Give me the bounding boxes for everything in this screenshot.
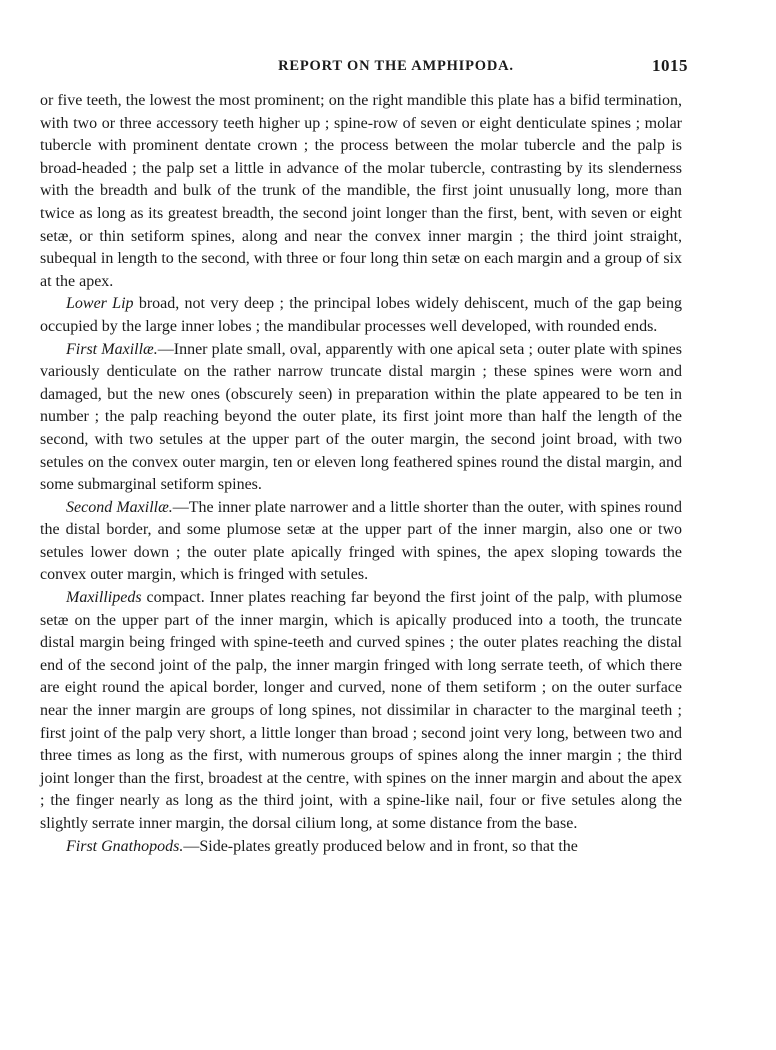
- paragraph-text: compact. Inner plates reaching far beyond the first joint of the palp, with plumose setæ on the upper part of the inner margin, which is apically produced into a tooth, the truncate distal margin being fringed with spine-teeth and curved spines ; the outer plates reaching the distal end of the second joint of the palp, the inner margin fringed with long serrate teeth, of which there are eight round the apical border, longer and curved, none of them setiform ; on the outer surface near the inner margin are groups of long spines, not dissimilar in character to the marginal teeth ; first joint of the palp very short, a little longer than broad ; second joint very long, between two and three times as long as the first, with numerous groups of spines along the inner margin ; the third joint longer than the first, broadest at the centre, with spines on the inner margin and about the apex ; the finger nearly as long as the third joint, with a spine-like nail, four or five setules along the slightly serrate inner margin, the dorsal cilium long, at some distance from the base.: [40, 589, 682, 832]
- paragraph-lower-lip: [40, 293, 682, 338]
- section-heading-first-gnathopods: First Gnathopods.: [66, 837, 184, 855]
- paragraph-second-maxillae: [40, 497, 682, 587]
- paragraph-text: or five teeth, the lowest the most prominent; on the right mandible this plate has a bifid termination, with two or three accessory teeth higher up ; spine-row of seven or eight denticulate spines ; molar tubercle with prominent dentate crown ; the process between the molar tubercle and the palp is broad-headed ; the palp set a little in advance of the molar tubercle, contrasting by its slenderness with the breadth and bulk of the trunk of the mandible, the first joint unusually long, more than twice as long as its greatest breadth, the second joint longer than the first, bent, with seven or eight setæ, or thin setiform spines, along and near the convex inner margin ; the third joint straight, subequal in length to the second, with three or four long thin setæ on each margin and a group of six at the apex.: [40, 92, 682, 290]
- section-heading-lower-lip: Lower Lip: [66, 295, 134, 313]
- paragraph-first-gnathopods: [40, 836, 682, 859]
- paragraph-first-maxillae: [40, 339, 682, 497]
- document-page: [40, 56, 688, 858]
- section-heading-first-maxillae: First Maxillæ.: [66, 340, 158, 358]
- section-heading-second-maxillae: Second Maxillæ.: [66, 498, 173, 516]
- paragraph-text: broad, not very deep ; the principal lobes widely dehiscent, much of the gap being occupied by the large inner lobes ; the mandibular processes well developed, with rounded ends.: [40, 295, 682, 335]
- paragraph-maxillipeds: [40, 587, 682, 836]
- running-head: [40, 56, 688, 82]
- paragraph-text: —Inner plate small, oval, apparently with one apical seta ; outer plate with spines variously denticulate on the rather narrow truncate distal margin ; these spines were worn and damaged, but the new ones (obscurely seen) in preparation within the plate appeared to be ten in number ; the palp reaching beyond the outer plate, its first joint more than half the length of the second, with two setules at the upper part of the outer margin, the second joint broad, with two setules on the convex outer margin, ten or eleven long feathered spines round the distal margin, and some submarginal setiform spines.: [40, 340, 683, 494]
- paragraph-text: —Side-plates greatly produced below and in front, so that the: [183, 837, 578, 855]
- paragraph-text: —The inner plate narrower and a little shorter than the outer, with spines round the distal border, and some plumose setæ at the upper part of the inner margin, also one or two setules lower down ; the outer plate apically fringed with spines, the apex sloping towards the convex outer margin, which is fringed with setules.: [40, 498, 682, 584]
- paragraph-mandible-continued: [40, 90, 682, 293]
- body-text: [40, 90, 682, 858]
- section-heading-maxillipeds: Maxillipeds: [66, 589, 142, 607]
- running-title: REPORT ON THE AMPHIPODA.: [278, 58, 514, 74]
- page-number: 1015: [652, 56, 688, 75]
